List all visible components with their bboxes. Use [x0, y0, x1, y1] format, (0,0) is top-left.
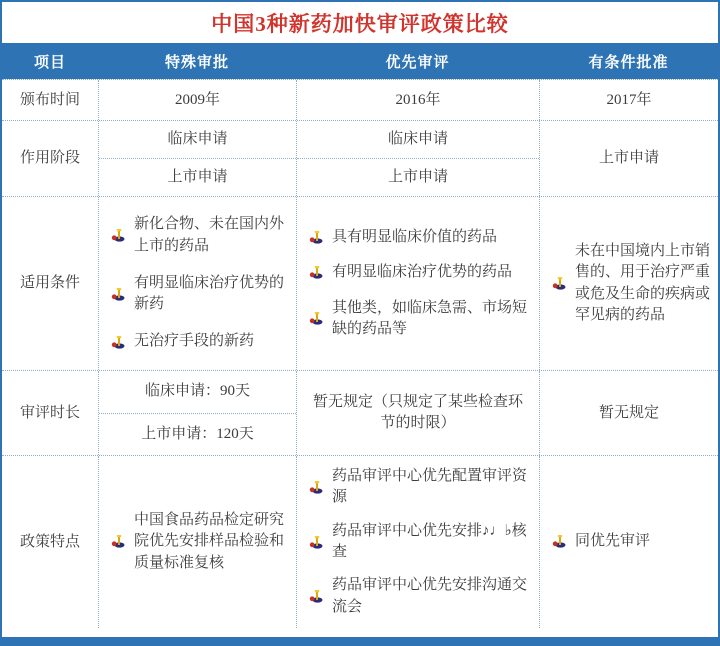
row-label-issued: 颁布时间: [19, 91, 80, 108]
list-item-label: 无治疗手段的新药: [134, 333, 255, 350]
cell-issued-conditional: 2017年: [539, 80, 718, 120]
list-item-label: 药品审评中心优先配置审评资源: [332, 468, 528, 506]
row-label-duration: 审评时长: [19, 404, 80, 421]
cell-stage-priority-market: 上市申请: [387, 169, 448, 185]
table-row-stage: [2, 120, 718, 196]
list-item: [552, 241, 712, 326]
list-item: [309, 466, 533, 509]
table-header-row: [2, 43, 718, 79]
cell-duration-special: [98, 371, 296, 455]
list-item: [309, 227, 497, 248]
list-item: [111, 510, 290, 574]
list-item-label: 新化合物、未在国内外上市的药品: [134, 216, 285, 254]
row-label-conditions: 适用条件: [19, 275, 80, 291]
list-item: [309, 262, 512, 283]
pushpin-icon: [309, 589, 324, 604]
table-title-bar: [2, 2, 718, 43]
table-row-issued: [2, 79, 718, 120]
cell-conditions-conditional: [539, 197, 718, 370]
list-item-label: 其他类，如临床急需、市场短缺的药品等: [332, 299, 528, 337]
cell-stage-special-market: 上市申请: [167, 169, 228, 185]
column-header-special: 特殊审批: [164, 54, 229, 71]
page-title: 中国3种新药加快审评政策比较: [211, 11, 509, 36]
cell-features-special: [98, 456, 296, 628]
cell-duration-special-market: 上市申请：120天: [141, 425, 254, 442]
pushpin-icon: [309, 535, 324, 550]
pushpin-icon: [111, 287, 126, 302]
list-item-label: 中国食品药品检定研究院优先安排样品检验和质量标准复核: [134, 512, 285, 571]
pushpin-icon: [309, 480, 324, 495]
list-item: [111, 214, 290, 257]
list-item-label: 药品审评中心优先安排♪♩♭核查: [332, 522, 527, 560]
cell-issued-priority: 2016年: [296, 80, 539, 120]
cell-stage-conditional: 上市申请: [539, 121, 718, 196]
table-row-duration: [2, 370, 718, 455]
pushpin-icon: [111, 228, 126, 243]
cell-issued-special: 2009年: [98, 80, 296, 120]
list-item: [309, 521, 533, 564]
row-label-stage: 作用阶段: [19, 150, 80, 166]
cell-duration-conditional: 暂无规定: [539, 371, 718, 455]
list-item: [111, 331, 254, 352]
cell-stage-special-clinical: 临床申请: [99, 121, 296, 159]
cell-duration-priority: 暂无规定（只规定了某些检查环节的时限）: [296, 371, 539, 455]
row-label-features: 政策特点: [19, 533, 80, 550]
column-header-item: 项目: [33, 54, 66, 71]
list-item: [309, 575, 533, 618]
list-item-label: 未在中国境内上市销售的、用于治疗严重或危及生命的疾病或罕见病的药品: [575, 242, 711, 323]
list-item: [111, 273, 290, 316]
pushpin-icon: [552, 276, 567, 291]
list-item-label: 具有明显临床价值的药品: [332, 228, 498, 245]
list-item-label: 有明显临床治疗优势的药品: [332, 264, 513, 281]
cell-stage-priority: [296, 121, 539, 196]
pushpin-icon: [309, 311, 324, 326]
table-row-features: [2, 455, 718, 628]
pushpin-icon: [309, 230, 324, 245]
cell-features-priority: [296, 456, 539, 628]
cell-conditions-priority: [296, 197, 539, 370]
pushpin-icon: [552, 534, 567, 549]
list-item: [552, 531, 650, 552]
pushpin-icon: [111, 534, 126, 549]
cell-features-conditional: [539, 456, 718, 628]
list-item-label: 有明显临床治疗优势的新药: [134, 274, 285, 313]
list-item-label: 同优先审评: [575, 533, 651, 550]
list-item: [309, 298, 533, 341]
cell-stage-special: [98, 121, 296, 196]
list-item-label: 药品审评中心优先安排沟通交流会: [332, 577, 528, 615]
column-header-conditional: 有条件批准: [588, 54, 669, 71]
pushpin-icon: [309, 265, 324, 280]
pushpin-icon: [111, 335, 126, 350]
cell-duration-special-clinical: 临床申请：90天: [99, 371, 296, 414]
cell-stage-priority-clinical: 临床申请: [297, 121, 539, 159]
column-header-priority: 优先审评: [385, 54, 450, 71]
table-row-conditions: [2, 196, 718, 370]
cell-conditions-special: [98, 197, 296, 370]
bottom-border-bar: [0, 637, 720, 646]
